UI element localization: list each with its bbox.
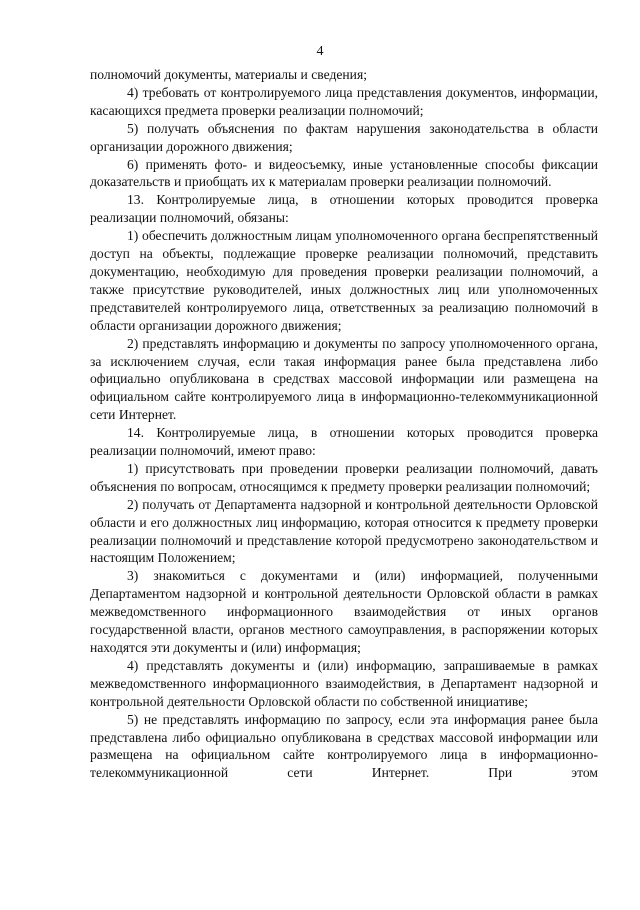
page-number: 4 xyxy=(316,44,324,59)
paragraph-12-item-5: 5) получать объяснения по фактам нарушения законодательства в области организации дорожного движения; xyxy=(90,120,598,154)
paragraph-14-item-4: 4) представлять документы и (или) информацию, запрашиваемые в рамках межведомственного информационного взаимодействия, в Департамент надзорной и контрольной деятельности Орловской области по собственной инициативе; xyxy=(90,657,598,709)
document-body xyxy=(90,66,598,782)
paragraph-14-item-2: 2) получать от Департамента надзорной и контрольной деятельности Орловской области и его должностных лиц информацию, которая относится к предмету проверки реализации полномочий и представление которой предусмотрено законодательством и настоящим Положением; xyxy=(90,496,598,566)
paragraph-14-item-3: 3) знакомиться с документами и (или) информацией, полученными Департаментом надзорной и контрольной деятельности Орловской области в рамках межведомственного информационного взаимодействия от иных органов государственной власти, органов местного самоуправления, в распоряжении которых находятся эти документы и (или) информация; xyxy=(90,568,598,655)
paragraph-14: 14. Контролируемые лица, в отношении которых проводится проверка реализации полномочий, имеют право: xyxy=(90,425,598,459)
paragraph-13-item-1: 1) обеспечить должностным лицам уполномоченного органа беспрепятственный доступ на объекты, подлежащие проверке реализации полномочий, представить документацию, необходимую для проведения проверки реализации полномочий, а также присутствие руководителей, иных должностных лиц или уполномоченных представителей контролируемого лица, ответственных за реализацию полномочий в области организации дорожного движения; xyxy=(90,228,598,333)
paragraph-13-item-2: 2) представлять информацию и документы по запросу уполномоченного органа, за исключением случая, если такая информация ранее была представлена либо официально опубликована в средствах массовой информации или размещена на официальном сайте контролируемого лица в информационно-телекоммуникационной сети Интернет. xyxy=(90,335,598,423)
paragraph-14-item-1: 1) присутствовать при проведении проверки реализации полномочий, давать объяснения по вопросам, относящимся к предмету проверки реализации полномочий; xyxy=(90,460,598,494)
paragraph-continuation: полномочий документы, материалы и сведения; xyxy=(90,67,367,82)
paragraph-12-item-6: 6) применять фото- и видеосъемку, иные установленные способы фиксации доказательств и приобщать их к материалам проверки реализации полномочий. xyxy=(90,156,598,190)
paragraph-13: 13. Контролируемые лица, в отношении которых проводится проверка реализации полномочий, обязаны: xyxy=(90,192,598,226)
paragraph-12-item-4: 4) требовать от контролируемого лица представления документов, информации, касающихся предмета проверки реализации полномочий; xyxy=(90,84,598,118)
paragraph-14-item-5: 5) не представлять информацию по запросу, если эта информация ранее была представлена либо официально опубликована в средствах массовой информации или размещена на официальном сайте контролируемого лица в информационно-телекоммуникационной сети Интернет. При этом xyxy=(90,711,598,781)
